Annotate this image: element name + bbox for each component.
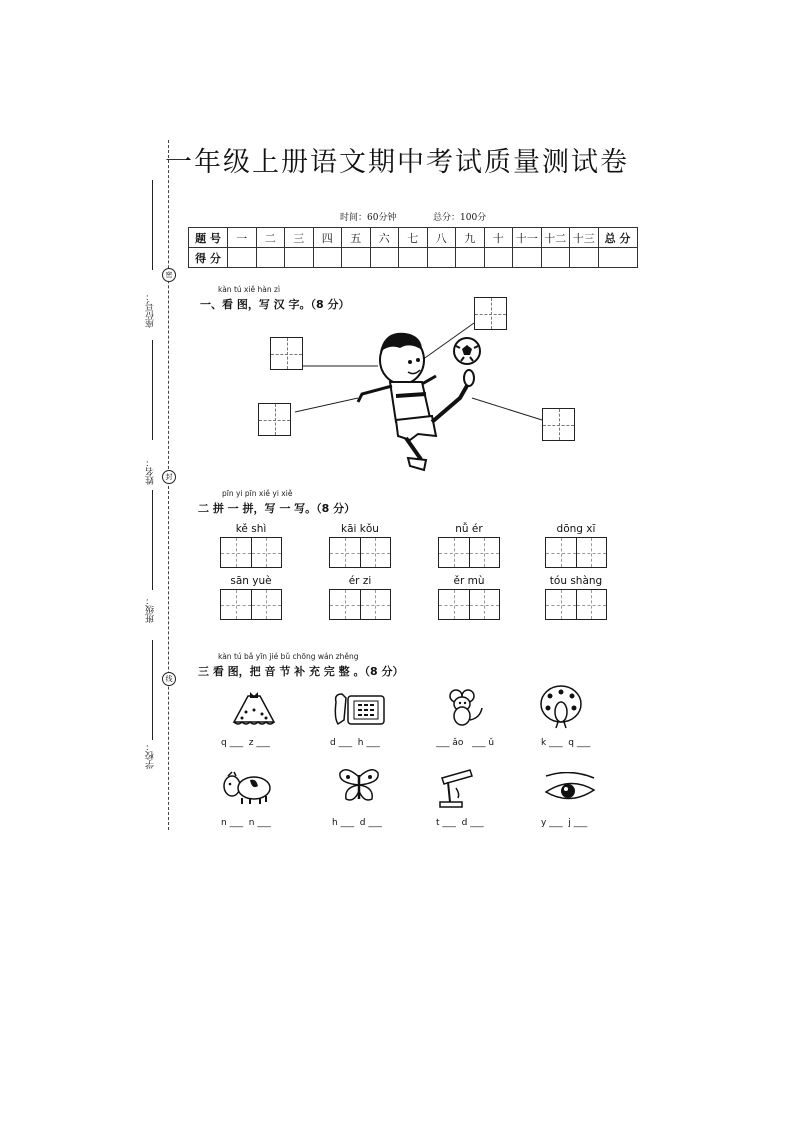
exam-total: 总分：100分 <box>433 213 487 223</box>
football-icon <box>452 336 482 366</box>
class-label: 班级： <box>146 596 156 623</box>
q2-writing-grid[interactable] <box>438 537 500 568</box>
eye-icon <box>542 772 598 806</box>
q2-writing-grid[interactable] <box>545 537 607 568</box>
q2-writing-grid[interactable] <box>329 537 391 568</box>
mouse-icon <box>442 688 488 728</box>
score-table-header-row <box>189 228 638 248</box>
page-title: 一年级上册语文期中考试质量测试卷 <box>165 147 629 178</box>
desk-lamp-icon <box>436 768 478 810</box>
score-cell[interactable] <box>456 248 485 268</box>
q3-blank[interactable]: n ___ n ___ <box>221 818 271 828</box>
name-line <box>152 340 153 440</box>
score-col: 五 <box>342 228 371 248</box>
score-col-total: 总 分 <box>598 228 637 248</box>
q3-heading: 三 看 图，把 音 节 补 充 完 整 。（8 分） <box>198 665 404 678</box>
seat-label: 座位号： <box>146 292 156 328</box>
score-cell[interactable] <box>427 248 456 268</box>
q2-pinyin-word: ěr mù <box>453 575 485 587</box>
score-col: 八 <box>427 228 456 248</box>
q3-blank[interactable]: q ___ z ___ <box>221 738 270 748</box>
score-table-score-row <box>189 248 638 268</box>
q2-pinyin-word: sān yuè <box>230 575 272 587</box>
seal-mi: 密 <box>162 268 176 282</box>
butterfly-icon <box>336 765 382 807</box>
score-cell[interactable] <box>484 248 513 268</box>
q3-pinyin: kàn tú bǎ yīn jié bǔ chōng wán zhěng <box>218 652 359 661</box>
q2-writing-grid[interactable] <box>438 589 500 620</box>
q3-blank[interactable]: d ___ h ___ <box>330 738 380 748</box>
score-col: 十二 <box>541 228 570 248</box>
name-label: 姓名： <box>146 458 156 485</box>
seal-xian: 线 <box>162 672 176 686</box>
score-cell[interactable] <box>256 248 285 268</box>
score-col: 九 <box>456 228 485 248</box>
q2-pinyin-word: kāi kǒu <box>341 523 379 535</box>
score-col: 三 <box>285 228 314 248</box>
q1-heading: 一、看 图，写 汉 字。（8 分） <box>200 298 350 311</box>
q2-pinyin-word: kě shì <box>235 523 267 535</box>
score-cell-total[interactable] <box>598 248 637 268</box>
seal-feng: 封 <box>162 470 176 484</box>
q2-writing-grid[interactable] <box>545 589 607 620</box>
score-cell[interactable] <box>570 248 599 268</box>
q2-pinyin-word: ér zi <box>348 575 372 587</box>
q2-writing-grid[interactable] <box>220 589 282 620</box>
q2-pinyin-word: nǚ ér <box>455 523 483 535</box>
score-cell[interactable] <box>285 248 314 268</box>
q2-pinyin-word: tóu shàng <box>549 575 603 587</box>
q2-writing-grid[interactable] <box>329 589 391 620</box>
score-table <box>188 227 638 268</box>
score-cell[interactable] <box>342 248 371 268</box>
q2-pinyin-word: dōng xī <box>556 523 596 535</box>
cow-icon <box>222 770 274 808</box>
binding-dashed-line <box>168 140 169 830</box>
score-col: 四 <box>313 228 342 248</box>
peacock-icon <box>538 684 584 730</box>
q3-blank[interactable]: y ___ j ___ <box>541 818 588 828</box>
score-col: 七 <box>399 228 428 248</box>
score-cell[interactable] <box>513 248 542 268</box>
score-col: 十 <box>484 228 513 248</box>
q3-blank[interactable]: t ___ d ___ <box>436 818 484 828</box>
score-cell[interactable] <box>228 248 257 268</box>
school-line <box>152 640 153 740</box>
score-col: 十三 <box>570 228 599 248</box>
score-cell[interactable] <box>541 248 570 268</box>
q3-blank[interactable]: h ___ d ___ <box>332 818 382 828</box>
skirt-icon <box>228 688 280 728</box>
school-label: 学校： <box>146 742 156 769</box>
score-col: 一 <box>228 228 257 248</box>
telephone-icon <box>332 690 388 728</box>
score-cell[interactable] <box>370 248 399 268</box>
score-cell[interactable] <box>313 248 342 268</box>
score-col: 六 <box>370 228 399 248</box>
q1-pinyin: kàn tú xiě hàn zì <box>218 285 281 294</box>
q3-blank[interactable]: k ___ q ___ <box>541 738 591 748</box>
exam-time: 时间：60分钟 <box>340 213 397 223</box>
seat-line <box>152 180 153 270</box>
q2-heading: 二 拼 一 拼，写 一 写。（8 分） <box>198 502 356 515</box>
score-col: 二 <box>256 228 285 248</box>
boy-kicking-ball-icon <box>250 290 590 480</box>
score-row-label: 得 分 <box>189 248 228 268</box>
score-row-label: 题 号 <box>189 228 228 248</box>
score-cell[interactable] <box>399 248 428 268</box>
class-line <box>152 490 153 590</box>
score-col: 十一 <box>513 228 542 248</box>
q3-blank[interactable]: ___ ǎo ___ ǔ <box>436 738 495 748</box>
q2-pinyin: pīn yi pīn xiě yi xiě <box>222 489 293 498</box>
q2-writing-grid[interactable] <box>220 537 282 568</box>
